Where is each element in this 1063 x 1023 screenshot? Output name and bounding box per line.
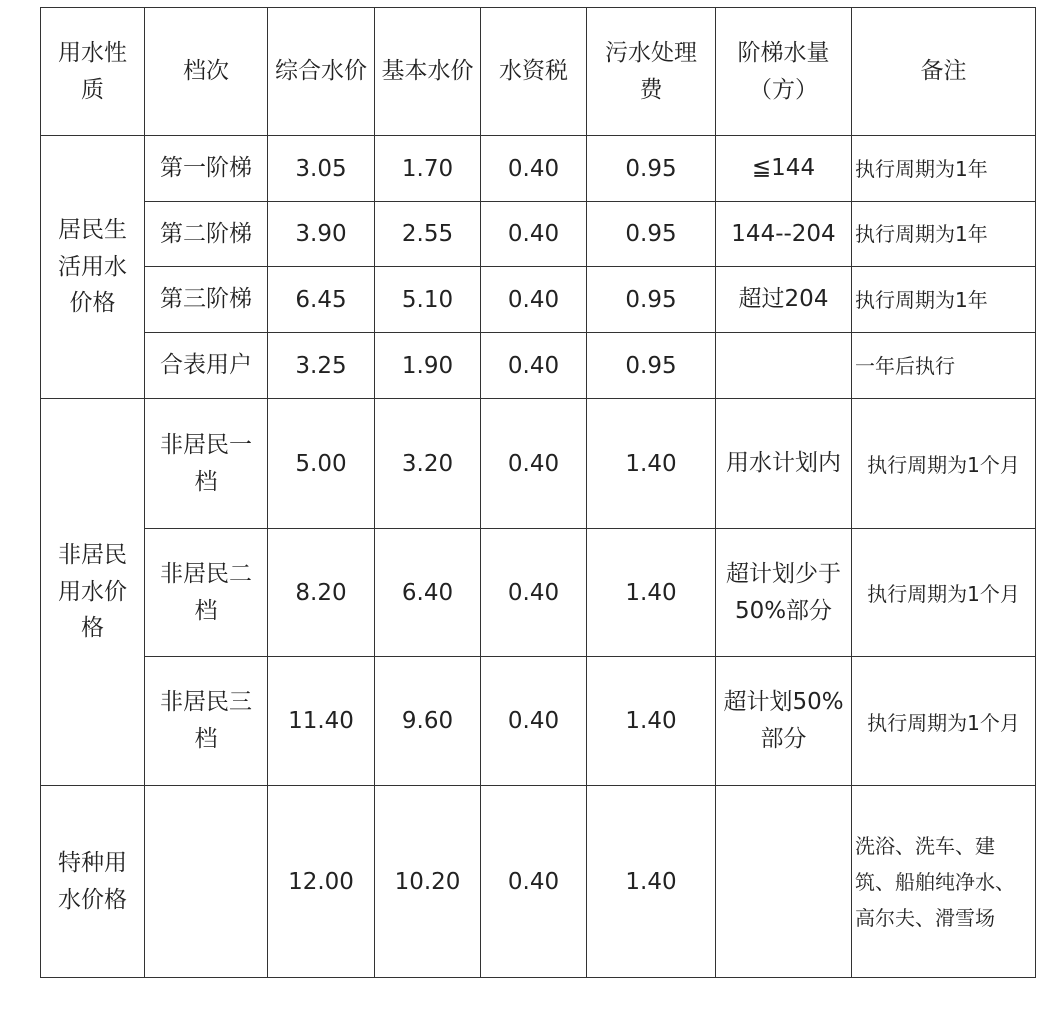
cell-tier: 第三阶梯 (145, 267, 268, 333)
cell-tax: 0.40 (481, 399, 587, 529)
cell-composite: 3.90 (268, 202, 375, 267)
cell-ladder: 144--204 (716, 202, 852, 267)
cell-composite: 11.40 (268, 657, 375, 786)
cell-tier: 非居民二 档 (145, 529, 268, 657)
cell-remark: 一年后执行 (852, 333, 1036, 399)
cell-composite: 3.05 (268, 136, 375, 202)
cell-remark: 执行周期为1个月 (852, 529, 1036, 657)
cell-sewage: 0.95 (587, 136, 716, 202)
cell-ladder: 用水计划内 (716, 399, 852, 529)
cell-sewage: 0.95 (587, 202, 716, 267)
cell-tax: 0.40 (481, 529, 587, 657)
table-row (41, 267, 1036, 333)
cell-composite: 5.00 (268, 399, 375, 529)
cell-composite: 3.25 (268, 333, 375, 399)
cell-tax: 0.40 (481, 333, 587, 399)
cell-tier: 第一阶梯 (145, 136, 268, 202)
water-price-table (40, 7, 1036, 978)
cell-ladder: 超计划少于 50%部分 (716, 529, 852, 657)
cell-remark: 执行周期为1个月 (852, 399, 1036, 529)
cell-tier: 非居民三 档 (145, 657, 268, 786)
cell-basic: 5.10 (375, 267, 481, 333)
cell-sewage: 0.95 (587, 267, 716, 333)
group-nonresidential: 非居民 用水价 格 (41, 399, 145, 786)
cell-sewage: 1.40 (587, 529, 716, 657)
cell-tax: 0.40 (481, 202, 587, 267)
cell-basic: 9.60 (375, 657, 481, 786)
cell-sewage: 1.40 (587, 786, 716, 978)
cell-composite: 8.20 (268, 529, 375, 657)
cell-ladder (716, 786, 852, 978)
cell-composite: 12.00 (268, 786, 375, 978)
cell-basic: 6.40 (375, 529, 481, 657)
cell-ladder: 超计划50% 部分 (716, 657, 852, 786)
cell-remark: 执行周期为1年 (852, 267, 1036, 333)
header-composite-price: 综合水价 (268, 8, 375, 136)
cell-tax: 0.40 (481, 136, 587, 202)
cell-ladder: 超过204 (716, 267, 852, 333)
cell-basic: 1.90 (375, 333, 481, 399)
cell-basic: 1.70 (375, 136, 481, 202)
table-row (41, 399, 1036, 529)
cell-tax: 0.40 (481, 657, 587, 786)
group-special: 特种用 水价格 (41, 786, 145, 978)
cell-basic: 3.20 (375, 399, 481, 529)
cell-remark: 执行周期为1个月 (852, 657, 1036, 786)
cell-tier: 合表用户 (145, 333, 268, 399)
table-row (41, 657, 1036, 786)
cell-tier: 非居民一 档 (145, 399, 268, 529)
cell-sewage: 1.40 (587, 657, 716, 786)
header-ladder-volume: 阶梯水量 （方） (716, 8, 852, 136)
cell-tax: 0.40 (481, 786, 587, 978)
cell-basic: 10.20 (375, 786, 481, 978)
table-row (41, 333, 1036, 399)
group-residential: 居民生 活用水 价格 (41, 136, 145, 399)
cell-sewage: 0.95 (587, 333, 716, 399)
cell-ladder: ≦144 (716, 136, 852, 202)
cell-remark: 执行周期为1年 (852, 136, 1036, 202)
cell-basic: 2.55 (375, 202, 481, 267)
header-sewage-fee: 污水处理 费 (587, 8, 716, 136)
header-resource-tax: 水资税 (481, 8, 587, 136)
cell-tier (145, 786, 268, 978)
cell-remark: 洗浴、洗车、建 筑、船舶纯净水、 高尔夫、滑雪场 (852, 786, 1036, 978)
header-nature: 用水性 质 (41, 8, 145, 136)
cell-ladder (716, 333, 852, 399)
cell-sewage: 1.40 (587, 399, 716, 529)
table-row (41, 529, 1036, 657)
header-remarks: 备注 (852, 8, 1036, 136)
table-row (41, 786, 1036, 978)
cell-tier: 第二阶梯 (145, 202, 268, 267)
header-row (41, 8, 1036, 136)
cell-composite: 6.45 (268, 267, 375, 333)
table-row (41, 202, 1036, 267)
header-tier: 档次 (145, 8, 268, 136)
cell-tax: 0.40 (481, 267, 587, 333)
header-basic-price: 基本水价 (375, 8, 481, 136)
cell-remark: 执行周期为1年 (852, 202, 1036, 267)
table-row (41, 136, 1036, 202)
